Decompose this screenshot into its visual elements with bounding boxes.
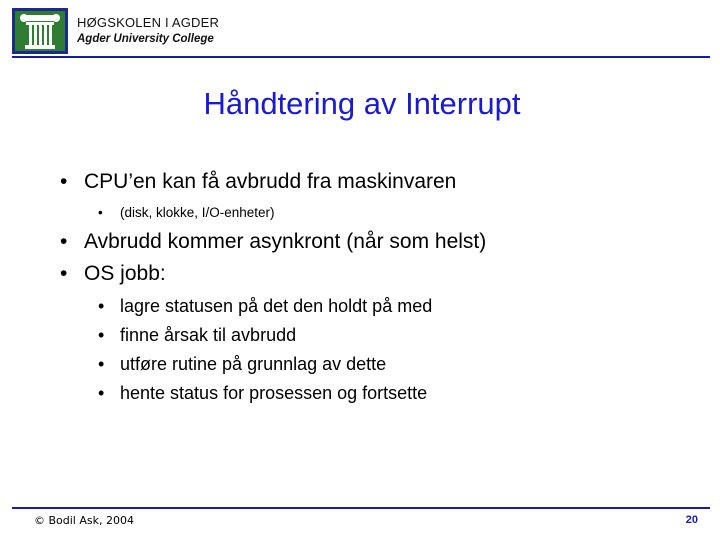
bullet-text: OS jobb: [84, 262, 166, 285]
bullet-item [60, 170, 456, 194]
bullet-marker: • [60, 230, 68, 253]
bullet-text: finne årsak til avbrudd [120, 325, 297, 345]
sub-bullet-item [98, 325, 296, 346]
bullet-text: utføre rutine på grunnlag av dette [120, 354, 387, 374]
sub-bullet-item [98, 354, 386, 375]
page-number: 20 [685, 514, 698, 526]
footer-rule [12, 507, 710, 509]
bullet-item [60, 230, 486, 254]
institution-name: HØGSKOLEN I AGDER [77, 15, 220, 30]
bullet-text: (disk, klokke, I/O-enheter) [120, 205, 275, 220]
sub-bullet-item [98, 205, 275, 220]
slide-title-text: Håndtering av Interrupt [203, 86, 521, 121]
sub-bullet-item [98, 296, 432, 317]
institution-name-english: Agder University College [77, 33, 214, 45]
bullet-marker: • [98, 354, 105, 374]
bullet-text: CPU’en kan få avbrudd fra maskinvaren [84, 170, 457, 193]
college-logo [12, 8, 68, 54]
bullet-text: lagre statusen på det den holdt på med [120, 296, 433, 316]
bullet-text: Avbrudd kommer asynkront (når som helst) [84, 230, 487, 253]
bullet-text: hente status for prosessen og fortsette [120, 383, 428, 403]
copyright-notice: © Bodil Ask, 2004 [34, 514, 134, 527]
bullet-marker: • [98, 205, 103, 220]
header-rule [12, 56, 710, 58]
bullet-item [60, 262, 166, 286]
bullet-marker: • [98, 383, 105, 403]
sub-bullet-item [98, 383, 427, 404]
bullet-marker: • [98, 325, 105, 345]
bullet-marker: • [60, 262, 68, 285]
slide-title [0, 86, 720, 122]
bullet-marker: • [60, 170, 68, 193]
bullet-marker: • [98, 296, 105, 316]
